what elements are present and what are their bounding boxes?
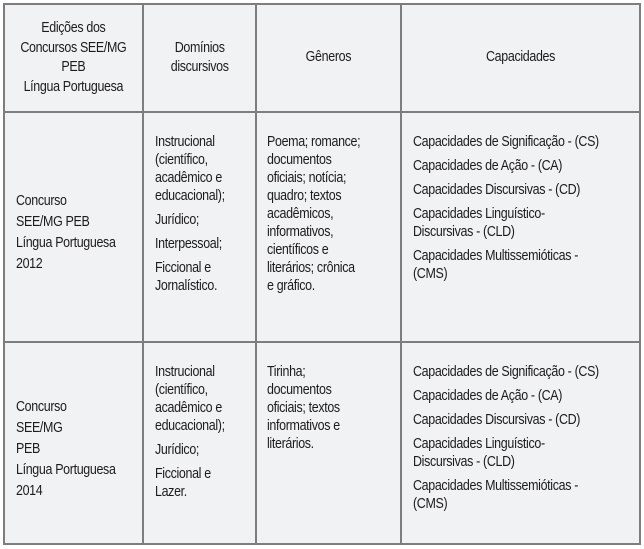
header-edition: Edições dos Concursos SEE/MG PEB Língua Portuguesa (4, 4, 143, 112)
edition-cell: Concurso SEE/MG PEB Língua Portuguesa 2012 (4, 112, 143, 342)
genres-cell: Tirinha; documentos oficiais; textos informativos e literários. (256, 342, 401, 544)
capacity-item: Capacidades Multissemióticas - (CMS) (412, 248, 578, 282)
domains-cell (143, 342, 256, 544)
capacities-cell (401, 112, 640, 342)
edition-cell: Concurso SEE/MG PEB Língua Portuguesa 2014 (4, 342, 143, 544)
table-header-row (4, 4, 640, 112)
table-row (4, 342, 640, 544)
capacity-item: Capacidades Linguístico- Discursivas - (CLD) (412, 206, 545, 240)
domain-item: Jurídico; (154, 212, 199, 228)
domain-item: Interpessoal; (154, 236, 222, 252)
capacity-item: Capacidades de Ação - (CA) (412, 158, 563, 174)
genres-cell: Poema; romance; documentos oficiais; notícia; quadro; textos acadêmicos, informativos, científicos e literários; crônica e gráfico. (256, 112, 401, 342)
capacity-item: Capacidades de Ação - (CA) (412, 388, 563, 404)
domain-item: Ficcional e Jornalístico. (154, 260, 217, 294)
table-row (4, 112, 640, 342)
capacity-item: Capacidades Discursivas - (CD) (412, 412, 581, 428)
domain-item: Jurídico; (154, 442, 199, 458)
capacity-item: Capacidades de Significação - (CS) (412, 364, 599, 380)
domains-cell (143, 112, 256, 342)
header-capacities: Capacidades (401, 4, 640, 112)
capacity-item: Capacidades Discursivas - (CD) (412, 182, 581, 198)
domain-item: Ficcional e Lazer. (154, 466, 211, 500)
capacities-cell (401, 342, 640, 544)
domain-item: Instrucional (científico, acadêmico e educacional); (154, 134, 225, 204)
capacity-item: Capacidades de Significação - (CS) (412, 134, 599, 150)
domain-item: Instrucional (científico, acadêmico e educacional); (154, 364, 225, 434)
header-genres: Gêneros (256, 4, 401, 112)
capacity-item: Capacidades Linguístico- Discursivas - (CLD) (412, 436, 545, 470)
capacity-item: Capacidades Multissemióticas - (CMS) (412, 478, 578, 512)
comparison-table (3, 3, 641, 545)
header-domains: Domínios discursivos (143, 4, 256, 112)
